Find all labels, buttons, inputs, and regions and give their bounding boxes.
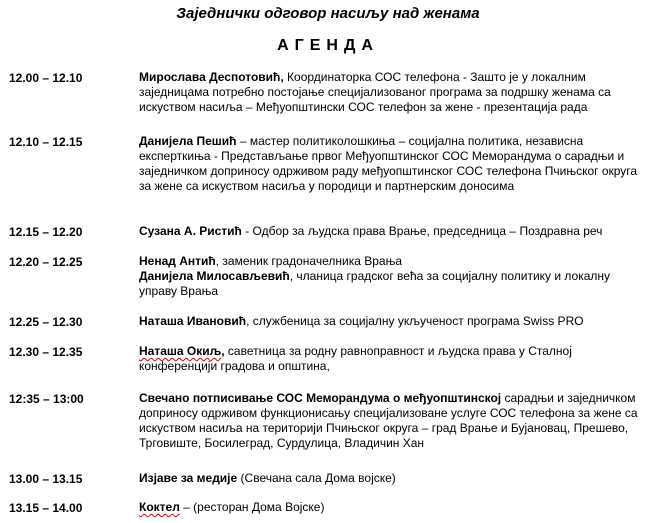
speaker-name: Ненад Антић — [139, 254, 216, 268]
agenda-heading: АГЕНДА — [277, 37, 379, 54]
speaker-name: Данијела Пешић — [139, 134, 237, 148]
row-time: 13.00 – 13.15 — [9, 472, 83, 486]
speaker-name-tail: , — [221, 344, 225, 358]
row-description — [139, 471, 651, 486]
row-description — [139, 344, 651, 374]
speaker-name: Наташа Окиљ — [139, 344, 222, 358]
row-time: 12.20 – 12.25 — [9, 255, 83, 269]
row-description — [139, 224, 651, 239]
speaker-name: Наташа Ивановић — [139, 314, 247, 328]
row-time: 12.00 – 12.10 — [9, 71, 83, 85]
row-description — [139, 500, 651, 515]
row-time: 12.15 – 12.20 — [9, 225, 83, 239]
document-title: Заједнички одговор насиљу над женама — [176, 5, 480, 22]
row-time: 12:35 – 13:00 — [9, 392, 84, 406]
row-text: , службеница за социјалну укљученост програма Swiss PRO — [246, 314, 584, 328]
event-title: Изјаве за медије — [139, 471, 238, 485]
row-text: сарадњи и заједничком доприносу одрживом функционисању специјализоване услуге СОС телефона за жене са искуством насиља на територији Пчињског округа – град Врање и Бујановац, Прешево, Трговиште, Босилеград, Сурдулица, Владичин Хан — [139, 391, 638, 450]
row-text: (Свечана сала Дома војске) — [237, 471, 396, 485]
row-description — [139, 314, 651, 329]
row-text-2: , чланица градског већа за социјалну политику и локалну управу Врања — [139, 269, 611, 298]
row-description — [139, 254, 651, 299]
row-text: Координаторка СОС телефона - Зашто је у локалним заједницама потребно постојање специјализованог програма за подршку женама са искуством насиља – Међуопштински СОС телефон за жене - презентација рада — [139, 70, 611, 114]
speaker-name-2: Данијела Милосављевић — [139, 269, 290, 283]
row-text: , заменик градоначелника Врања — [215, 254, 402, 268]
row-time: 12.10 – 12.15 — [9, 135, 83, 149]
row-time: 13.15 – 14.00 — [9, 501, 83, 515]
event-title: Коктел — [139, 500, 180, 514]
row-text: – мастер политиколошкиња – социјална политика, независна експерткиња - Представљање првог Међуопштинског СОС Меморандума о сарадњи и заједничком доприносу одрживом раду међуопштинског СОС телефона Пчињског округа за жене са искуством насиља у породици и партнерским доносима — [139, 134, 638, 193]
row-time: 12.25 – 12.30 — [9, 315, 83, 329]
speaker-name: Мирослава Деспотовић, — [139, 70, 284, 84]
row-description — [139, 134, 651, 194]
event-title: Свечано потписивање СОС Меморандума о међуопштинској — [139, 391, 502, 405]
row-text: саветница за родну равноправност и људска права у Сталној конференцији градова и општина, — [139, 344, 572, 373]
row-text: - Одбор за људска права Врање, председница – Поздравна реч — [241, 224, 603, 238]
speaker-name: Сузана А. Ристић — [139, 224, 242, 238]
row-description — [139, 391, 651, 451]
row-description — [139, 70, 651, 115]
row-text: – (ресторан Дома Војске) — [179, 500, 325, 514]
row-time: 12.30 – 12.35 — [9, 345, 83, 359]
